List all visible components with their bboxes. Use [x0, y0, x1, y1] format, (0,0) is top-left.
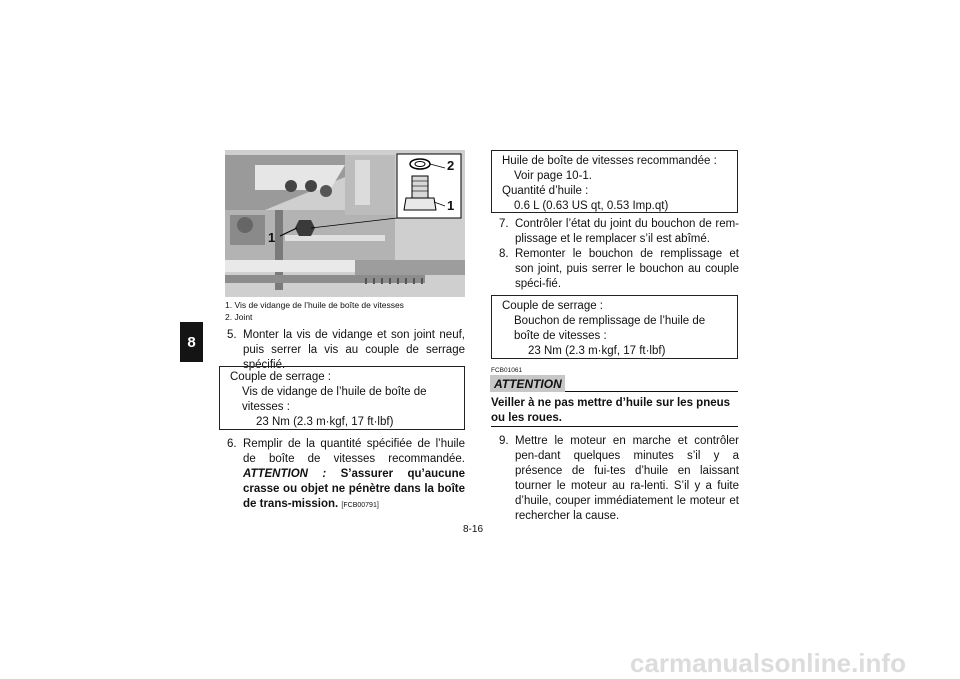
step-text: Mettre le moteur en marche et contrôler pen-dant quelques minutes s’il y a présence de fui-tes d’huile en laissant tourner le moteur au ra-lenti. S’il y a fuite d’huile, couper immédiatement le moteur et rechercher la cause.	[515, 435, 739, 522]
callout-2: 2	[447, 158, 455, 173]
torque-box-value: 23 Nm (2.3 m·kgf, 17 ft·lbf)	[528, 345, 666, 357]
torque-spec-box	[219, 366, 465, 430]
step-number: 7.	[499, 218, 509, 230]
oil-box-title: Huile de boîte de vitesses recommandée :	[502, 155, 717, 167]
attention-text: Veiller à ne pas mettre d’huile sur les pneus ou les roues.	[491, 397, 731, 424]
step-text: Monter la vis de vidange et son joint neuf, puis serrer la vis au couple de serrage spécifié.	[243, 329, 465, 371]
step-number: 8.	[499, 248, 509, 260]
engine-illustration	[225, 150, 465, 297]
step-number: 5.	[227, 329, 237, 341]
caption-2: 2. Joint	[225, 312, 253, 322]
attention-bottom-rule	[491, 426, 738, 427]
attention-top-rule	[565, 391, 738, 392]
oil-box-ref: Voir page 10-1.	[514, 170, 593, 182]
step-8	[499, 247, 739, 292]
attention-heading: ATTENTION	[490, 375, 565, 392]
section-tab: 8	[180, 322, 203, 362]
watermark: carmanualsonline.info	[630, 648, 906, 678]
oil-qty-title: Quantité d’huile :	[502, 185, 589, 197]
attention-code: FCB01061	[491, 367, 523, 374]
attention-label: ATTENTION :	[243, 468, 327, 480]
page-number: 8-16	[463, 524, 484, 535]
reference-code: [FCB00791]	[341, 502, 379, 509]
step-number: 9.	[499, 435, 509, 447]
step-6-text: Remplir de la quantité spécifiée de l’huile de boîte de vitesses recommandée.	[243, 438, 465, 465]
step-text	[243, 437, 465, 513]
oil-spec-box	[491, 150, 738, 213]
callout-1-main: 1	[268, 230, 276, 245]
torque-spec-box-2	[491, 295, 738, 359]
step-6	[227, 437, 465, 513]
step-9	[499, 434, 739, 524]
step-7	[499, 217, 739, 247]
oil-qty-value: 0.6 L (0.63 US qt, 0.53 Imp.qt)	[514, 200, 669, 212]
torque-box-title: Couple de serrage :	[502, 300, 604, 312]
torque-box-item: Vis de vidange de l’huile de boîte de vitesses :	[242, 386, 427, 413]
step-number: 6.	[227, 438, 237, 450]
callout-1-inset: 1	[447, 198, 455, 213]
torque-box-title: Couple de serrage :	[230, 371, 332, 383]
step-text: Contrôler l’état du joint du bouchon de rem-plissage et le remplacer s’il est abîmé.	[515, 218, 739, 245]
caption-1: 1. Vis de vidange de l’huile de boîte de vitesses	[225, 300, 404, 310]
step-text: Remonter le bouchon de remplissage et son joint, puis serrer le bouchon au couple spéci-fié.	[515, 248, 739, 290]
engine-drain-bolt-figure	[225, 150, 465, 297]
torque-box-value: 23 Nm (2.3 m·kgf, 17 ft·lbf)	[256, 416, 394, 428]
torque-box-item: Bouchon de remplissage de l’huile de boîte de vitesses :	[514, 315, 706, 342]
attention-text: S’assurer qu’aucune crasse ou objet ne pénètre dans la boîte de trans-mission.	[243, 468, 465, 510]
